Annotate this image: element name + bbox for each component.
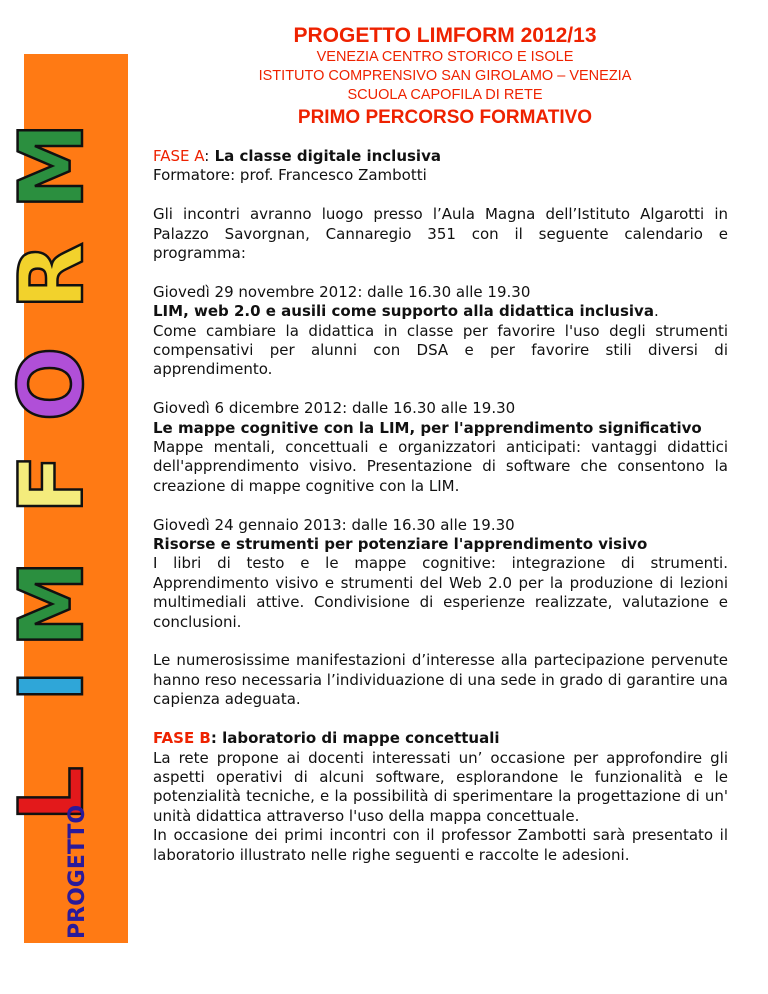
fase-a-title: La classe digitale inclusiva: [209, 147, 441, 165]
logo-letter-i: I: [0, 669, 103, 703]
fase-a-formatore: Formatore: prof. Francesco Zambotti: [153, 166, 427, 185]
document-title: PROGETTO LIMFORM 2012/13: [293, 24, 597, 47]
session-1: [153, 283, 728, 380]
fase-b-block: [153, 729, 728, 865]
session-3-date: Giovedì 24 gennaio 2013: dalle 16.30 alle 19.30: [153, 515, 515, 534]
header-school-role: SCUOLA CAPOFILA DI RETE: [347, 87, 543, 103]
session-2-description: Mappe mentali, concettuali e organizzatori anticipati: vantaggi didattici dell'apprendimento visivo. Presentazione di software che consentono la creazione di mappe cognitive con la LIM.: [153, 438, 728, 495]
logo-letter-f: F: [0, 453, 103, 515]
intro-paragraph: Gli incontri avranno luogo presso l’Aula Magna dell’Istituto Algarotti in Palazzo Savorgnan, Cannaregio 351 con il seguente calendario e programma:: [153, 205, 728, 263]
logo-letter-l: L: [0, 765, 103, 823]
session-3-title: Risorse e strumenti per potenziare l'apprendimento visivo: [153, 535, 648, 554]
header-location: VENEZIA CENTRO STORICO E ISOLE: [316, 49, 574, 65]
session-2: [153, 399, 728, 496]
limform-logo-graphic: [0, 54, 128, 943]
session-3: [153, 516, 728, 632]
fase-b-text-1: La rete propone ai docenti interessati un’ occasione per approfondire gli aspetti operativi di alcuni software, esplorandone le funzionalità e le potenzialità tecniche, e la possibilità di sperimentare la progettazione di un' unità didattica attraverso l'uso della mappa concettuale.: [153, 748, 728, 825]
document-body: [153, 147, 728, 865]
session-1-description: Come cambiare la didattica in classe per favorire l'uso degli strumenti compensativi per alunni con DSA e per favorire stili diversi di apprendimento.: [153, 321, 728, 379]
session-1-title: LIM, web 2.0 e ausili come supporto alla didattica inclusiva: [153, 302, 654, 321]
logo-letter-m1: M: [0, 560, 103, 648]
document-header: [150, 24, 740, 129]
header-institute: ISTITUTO COMPRENSIVO SAN GIROLAMO – VENEZIA: [258, 68, 632, 84]
limform-logo-banner: [0, 54, 128, 943]
fase-a-block: [153, 147, 728, 186]
fase-b-label: FASE B: [153, 729, 211, 748]
session-1-title-suffix: .: [653, 302, 659, 321]
logo-caption-progetto: PROGETTO: [65, 804, 90, 939]
fase-b-title: : laboratorio di mappe concettuali: [210, 729, 500, 748]
logo-letter-r: R: [0, 242, 103, 310]
logo-letter-m2: M: [0, 122, 103, 210]
session-3-description: I libri di testo e le mappe cognitive: integrazione di strumenti. Apprendimento visivo e strumenti del Web 2.0 per la produzione di lezioni multimediali attive. Condivisione di esperienze realizzate, valutazione e conclusioni.: [153, 554, 728, 631]
notice-paragraph: Le numerosissime manifestazioni d’interesse alla partecipazione pervenute hanno reso necessaria l’individuazione di una sede in grado di garantire una capienza adeguata.: [153, 651, 729, 709]
fase-b-text-2: In occasione dei primi incontri con il professor Zambotti sarà presentato il laboratorio illustrato nelle righe seguenti e raccolte le adesioni.: [153, 826, 728, 864]
session-2-title: Le mappe cognitive con la LIM, per l'apprendimento significativo: [153, 418, 702, 437]
fase-a-label: FASE A: [153, 147, 205, 165]
logo-letter-o: O: [0, 346, 103, 422]
session-1-date: Giovedì 29 novembre 2012: dalle 16.30 alle 19.30: [153, 282, 531, 301]
session-2-date: Giovedì 6 dicembre 2012: dalle 16.30 alle 19.30: [153, 399, 516, 418]
document-subtitle: PRIMO PERCORSO FORMATIVO: [297, 107, 593, 128]
fase-a-colon: :: [204, 147, 210, 165]
